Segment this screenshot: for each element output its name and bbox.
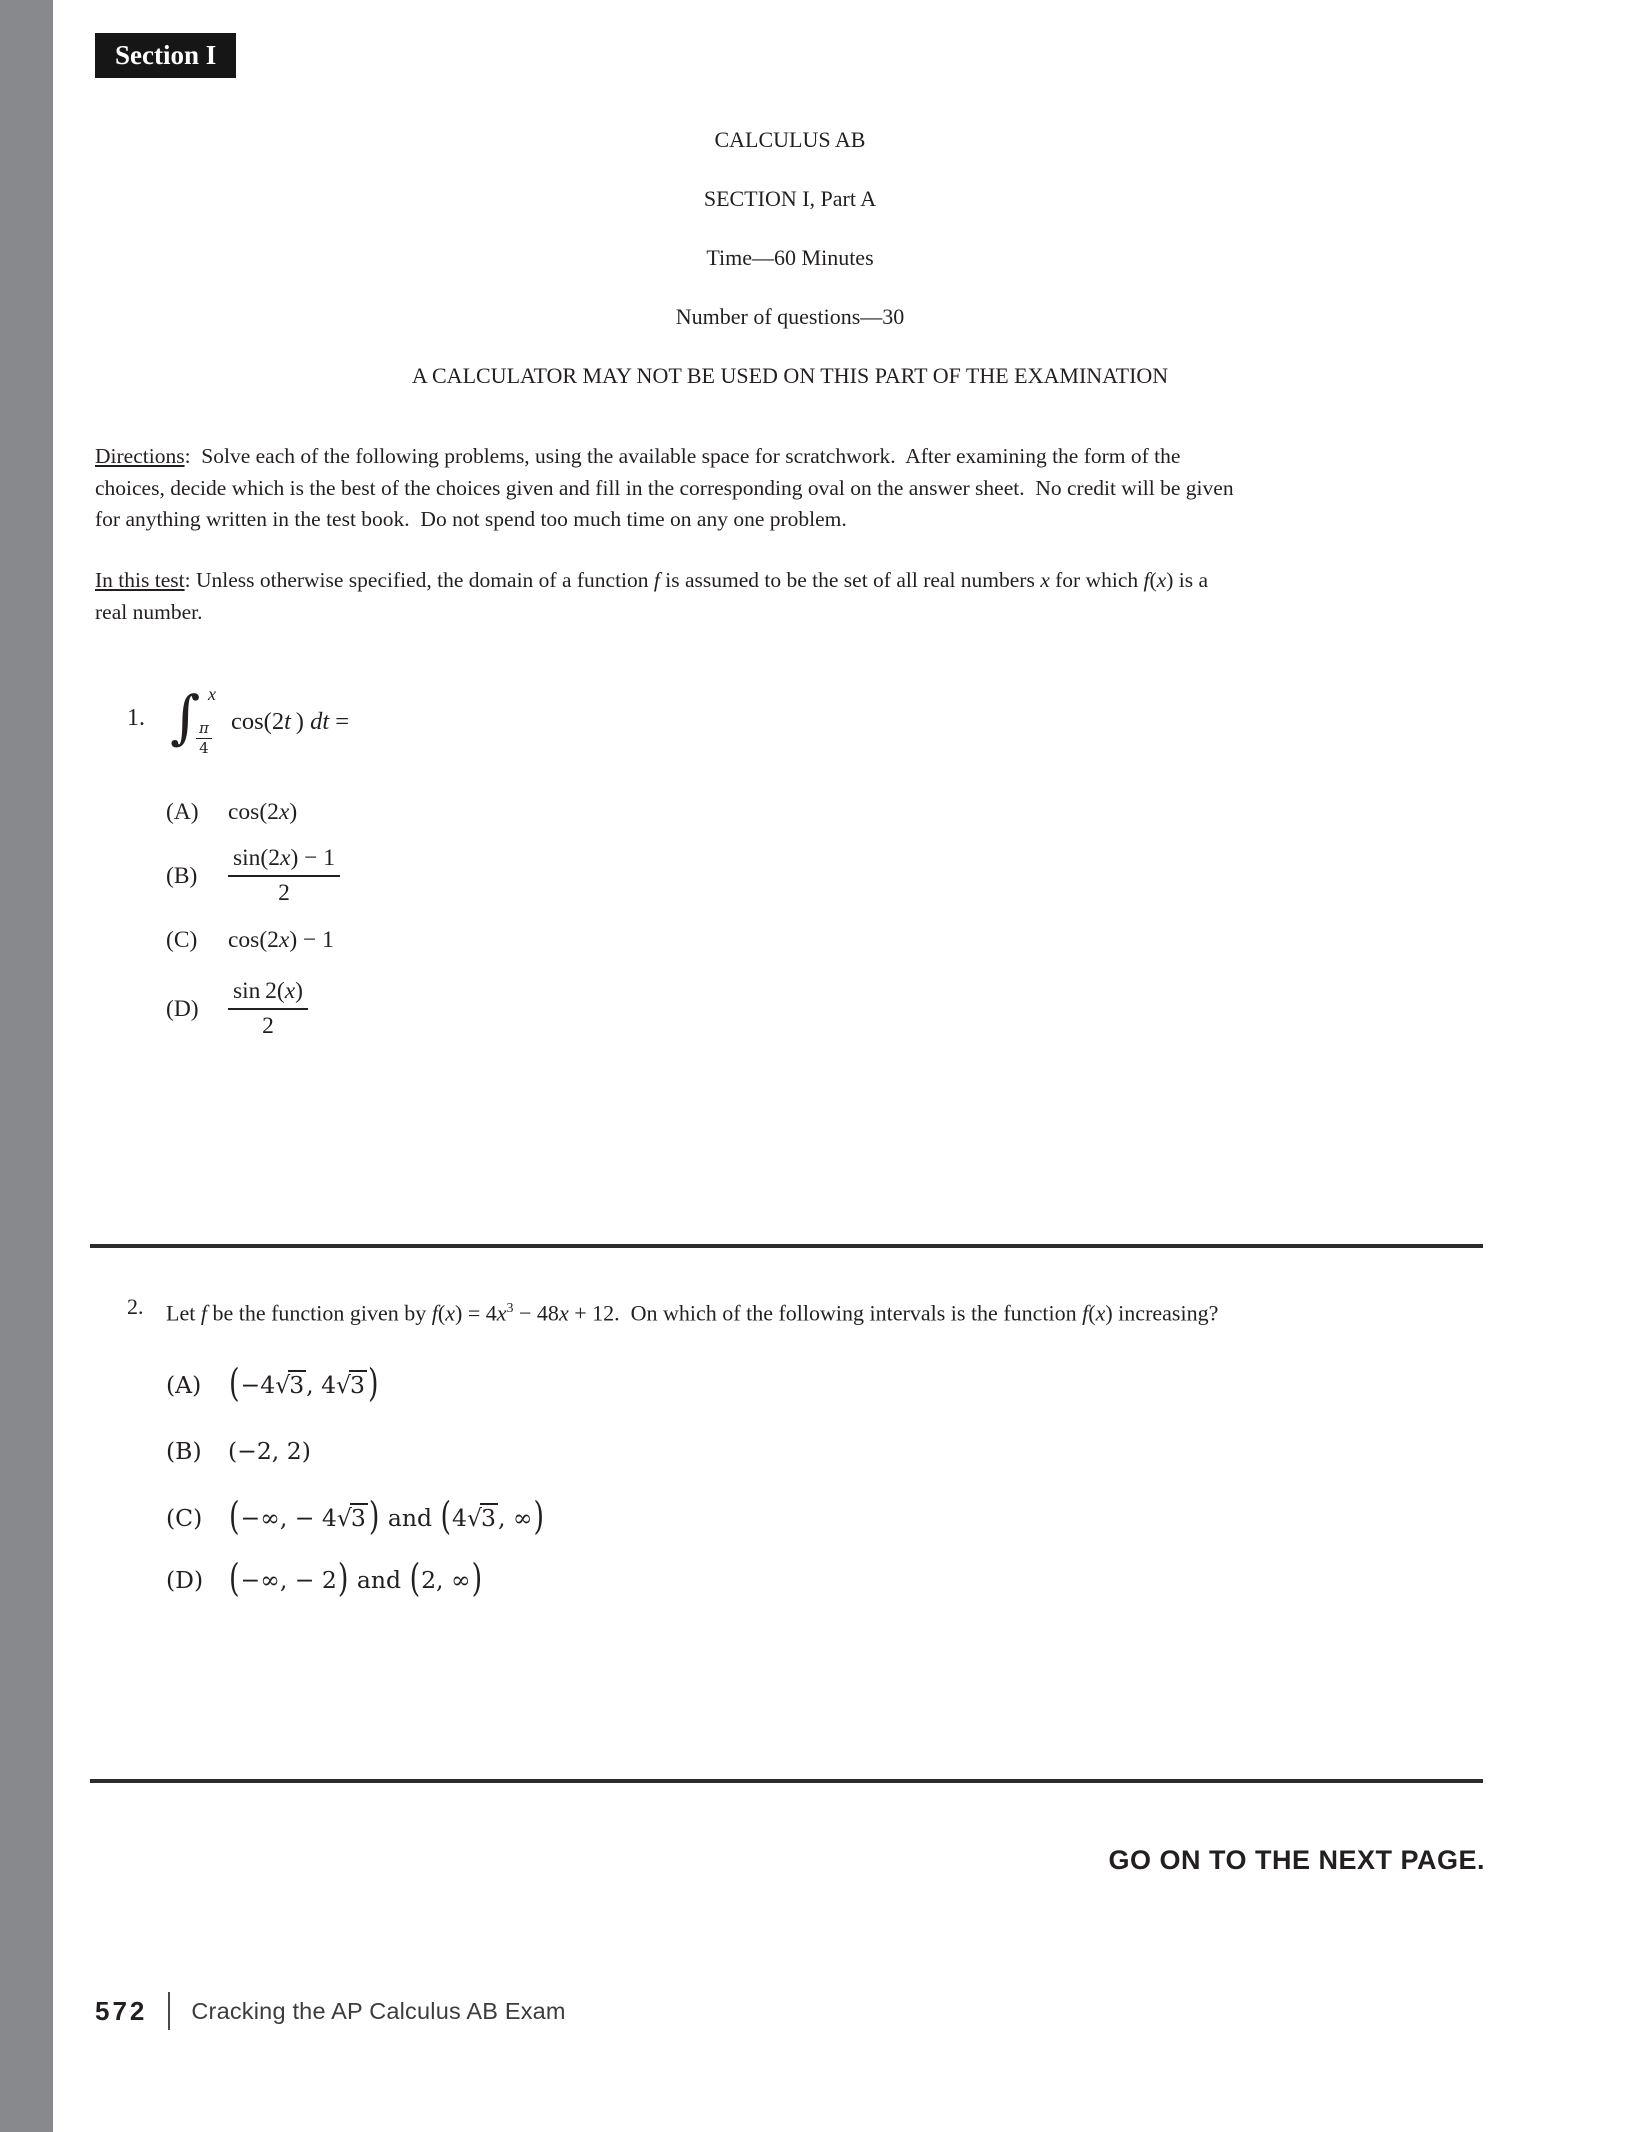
directions-text: : Solve each of the following problems, using the available space for scratchwork. After examining the form of the choices, decide which is the best of the choices given and fill in the corresponding oval on the answer sheet. No credit will be given for anything written in the test book. Do not spend too much time on any one problem.: [95, 444, 1234, 531]
option-label: (C): [166, 927, 198, 953]
divider-rule-2: [90, 1779, 1483, 1783]
question-1-number: 1.: [127, 705, 145, 731]
in-this-test-text: : Unless otherwise specified, the domain of a function f is assumed to be the set of all real numbers x for which f(x) is a real number.: [95, 568, 1209, 624]
book-title: Cracking the AP Calculus AB Exam: [191, 1997, 566, 2024]
option-value: (−2, 2): [228, 1437, 311, 1465]
fraction: [228, 978, 308, 1040]
option-label: (B): [166, 1437, 202, 1465]
directions-label: Directions: [95, 444, 185, 468]
q2-option-c: [166, 1494, 545, 1539]
q2-option-a: [166, 1361, 380, 1406]
question-2-stem: Let f be the function given by $f(x) = 4x^3 - 48x + 12$. On which of the following intervals is the function f(x) increasing?: [166, 1300, 1219, 1326]
q1-option-b: [166, 845, 340, 907]
q1-option-c: [166, 927, 334, 954]
option-label: (D): [166, 1566, 204, 1594]
fraction-denominator: 2: [278, 880, 290, 906]
integral-upper-limit: x: [208, 684, 216, 704]
q2-option-d: [166, 1556, 483, 1601]
page-footer: [95, 1992, 566, 2030]
in-this-test-label: In this test: [95, 568, 185, 592]
exam-time: Time—60 Minutes: [706, 245, 874, 270]
section-tab-label: Section I: [115, 40, 217, 70]
page-number: 572: [95, 1995, 148, 2026]
divider-rule-1: [90, 1244, 1483, 1248]
option-value: cos(2x) − 1: [228, 927, 334, 953]
question-2-number: 2.: [127, 1294, 144, 1319]
question-1-integrand: cos(2t ) dt =: [231, 708, 350, 735]
option-value: cos(2x): [228, 799, 298, 825]
fraction-numerator: sin(2x) − 1: [228, 845, 340, 877]
q1-option-a: [166, 799, 297, 826]
option-value: (−∞, − 2) and (2, ∞): [229, 1556, 483, 1601]
exam-section: SECTION I, Part A: [703, 186, 877, 211]
exam-header: [95, 110, 1485, 405]
fraction-numerator: sin 2(x): [228, 978, 308, 1010]
q1-option-d: [166, 978, 308, 1040]
integral-lower-limit: [196, 721, 212, 756]
integral-sign: ∫: [170, 683, 201, 751]
option-label: (C): [166, 1504, 203, 1532]
left-gray-margin-bar: [0, 0, 53, 2132]
lower-limit-numerator: π: [196, 721, 212, 739]
option-value: (−∞, − 4√3 ) and (4√3, ∞): [229, 1494, 544, 1539]
footer-divider: [168, 1992, 170, 2030]
option-label: (D): [166, 995, 199, 1022]
go-on-instruction: GO ON TO THE NEXT PAGE.: [1108, 1845, 1485, 1875]
option-label: (A): [166, 799, 199, 825]
q2-option-b: [166, 1437, 311, 1465]
exam-title: CALCULUS AB: [714, 127, 866, 152]
section-tab: [95, 33, 236, 78]
calculator-notice: A CALCULATOR MAY NOT BE USED ON THIS PART OF THE EXAMINATION: [411, 363, 1169, 388]
lower-limit-denominator: 4: [199, 739, 209, 757]
directions-paragraph: [95, 441, 1234, 536]
option-label: (B): [166, 862, 198, 889]
exam-question-count: Number of questions—30: [675, 304, 905, 329]
option-value: (−4√3, 4√3 ): [229, 1361, 379, 1406]
in-this-test-paragraph: [95, 565, 1208, 628]
option-label: (A): [166, 1371, 202, 1399]
fraction: [228, 845, 340, 907]
fraction-denominator: 2: [262, 1013, 274, 1039]
